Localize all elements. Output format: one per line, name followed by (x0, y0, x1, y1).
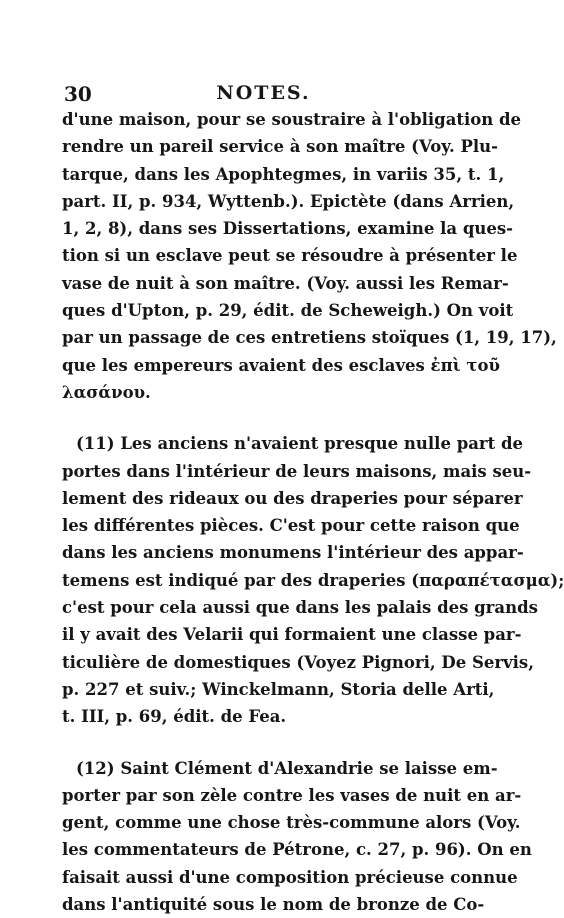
text-line: d'une maison, pour se soustraire à l'obligation de (62, 110, 522, 129)
note-11 (62, 430, 564, 730)
text-line: dans l'antiquité sous le nom de bronze de Co- (62, 895, 485, 915)
paragraph-continuation (62, 106, 557, 406)
text-line: λασάνου. (62, 382, 151, 402)
paragraph-spacer (62, 731, 460, 755)
text-line: t. III, p. 69, édit. de Fea. (62, 707, 287, 727)
running-title: NOTES. (216, 82, 311, 104)
text-line: (12) Saint Clément d'Alexandrie se laisse em- (76, 758, 498, 778)
text-line: il y avait des Velarii qui formaient une classe par- (62, 625, 522, 645)
text-line: 1, 2, 8), dans ses Dissertations, examine la ques- (62, 219, 513, 239)
text-line: porter par son zèle contre les vases de nuit en ar- (62, 785, 522, 805)
text-line: temens est indiqué par des draperies (παραπέτασμα); (62, 570, 564, 590)
text-line: ticulière de domestiques (Voyez Pignori, De Servis, (62, 652, 534, 672)
text-line: part. II, p. 934, Wyttenb.). Epictète (dans Arrien, (62, 191, 515, 211)
text-line: faisait aussi d'une composition précieuse connue (62, 867, 518, 887)
text-line: rendre un pareil service à son maître (Voy. Plu- (62, 137, 498, 157)
text-line: dans les anciens monumens l'intérieur des appar- (62, 543, 524, 563)
text-line: gent, comme une chose très-commune alors (Voy. (62, 813, 521, 833)
text-line: par un passage de ces entretiens stoïques (1, 19, 17), (62, 328, 557, 348)
notes-body (62, 106, 564, 918)
note-12 (62, 755, 532, 918)
text-line: p. 227 et suiv.; Winckelmann, Storia delle Arti, (62, 679, 495, 699)
text-line: (11) Les anciens n'avaient presque nulle part de (76, 434, 524, 454)
text-line: ques d'Upton, p. 29, édit. de Scheweigh.) On voit (62, 301, 514, 321)
text-line: lement des rideaux ou des draperies pour séparer (62, 488, 523, 508)
text-line: les commentateurs de Pétrone, c. 27, p. 96). On en (62, 840, 532, 860)
text-line: tarque, dans les Apophtegmes, in variis 35, t. 1, (62, 164, 505, 184)
text-line: les différentes pièces. C'est pour cette raison que (62, 516, 520, 536)
page-header (64, 82, 463, 108)
text-line: que les empereurs avaient des esclaves ἐπὶ τοῦ (62, 355, 500, 375)
paragraph-spacer (62, 406, 460, 430)
text-line: vase de nuit à son maître. (Voy. aussi les Remar- (62, 273, 509, 293)
page-number: 30 (64, 82, 92, 106)
text-line: tion si un esclave peut se résoudre à présenter le (62, 246, 518, 266)
text-line: portes dans l'intérieur de leurs maisons, mais seu- (62, 461, 532, 481)
text-line: c'est pour cela aussi que dans les palais des grands (62, 598, 538, 618)
